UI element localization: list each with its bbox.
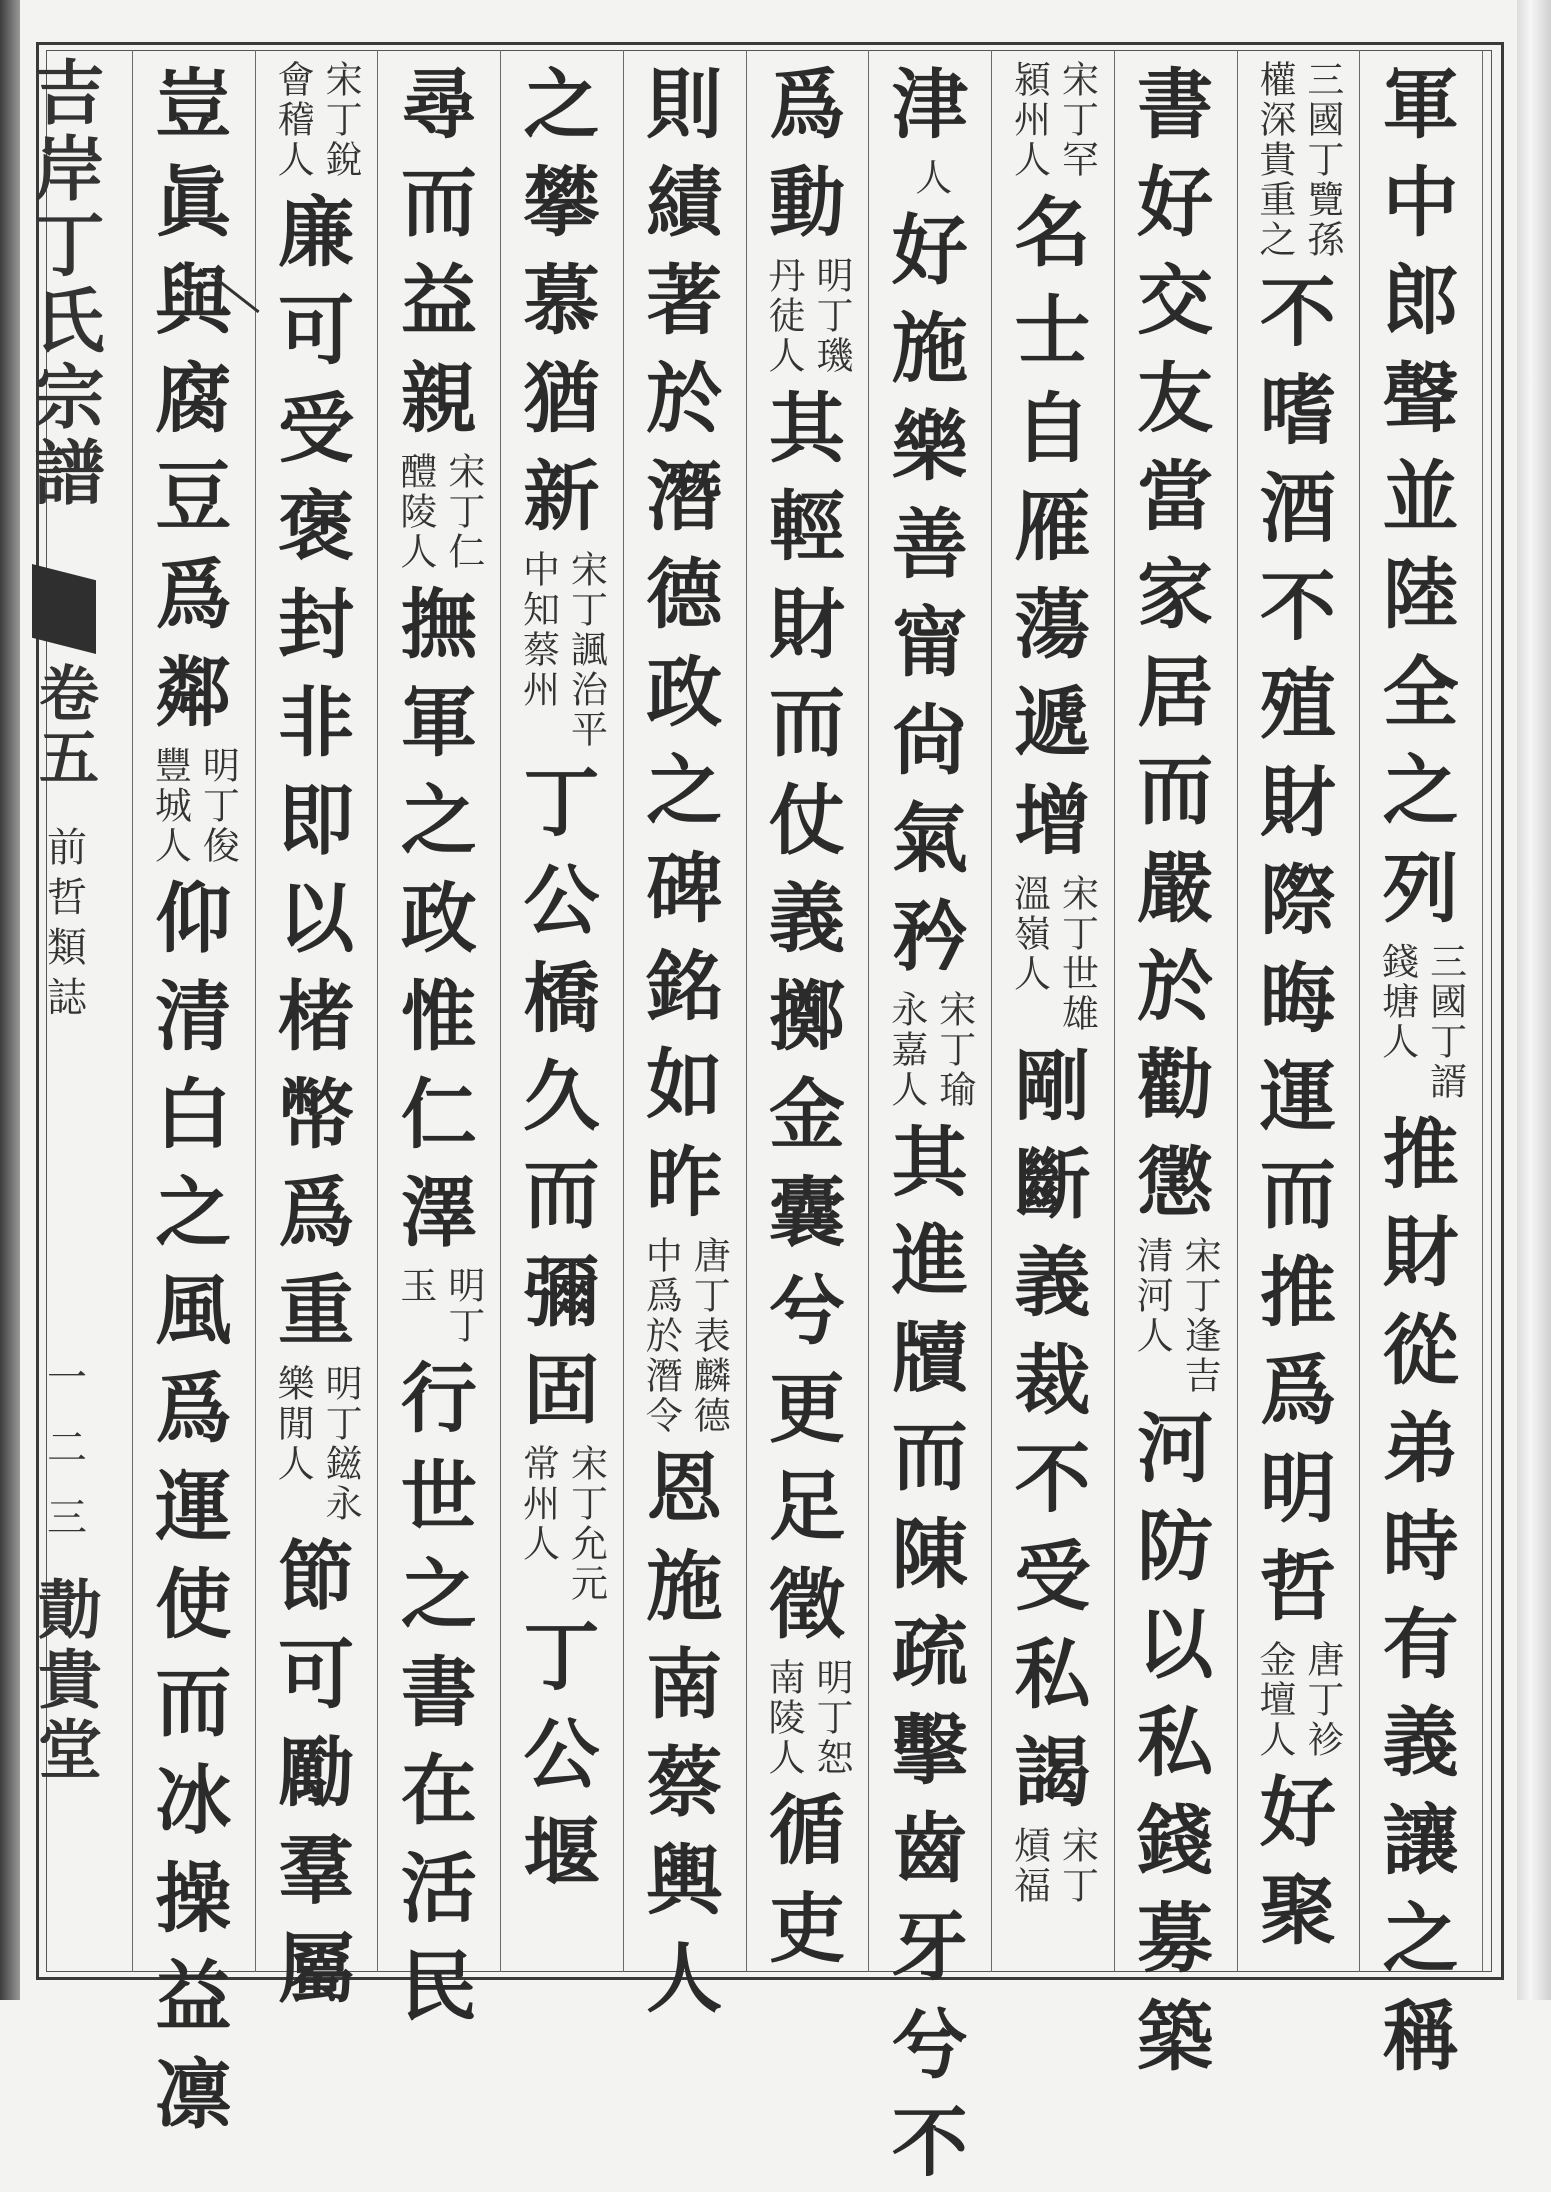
main-text-char: 之 <box>155 1168 232 1257</box>
annotation-note <box>1375 942 1467 1102</box>
main-text-char: 世 <box>400 1452 477 1541</box>
annotation-line: 清河人 <box>1130 1236 1174 1356</box>
main-text-char: 樂 <box>891 402 968 491</box>
main-text-char: 尙 <box>891 696 968 785</box>
main-text-char: 軍 <box>1382 60 1459 149</box>
main-text-char: 使 <box>155 1560 232 1649</box>
main-text-char: 義 <box>769 874 845 963</box>
main-text-char: 澤 <box>400 1168 477 1257</box>
annotation-note <box>1129 1236 1221 1396</box>
main-text-char: 施 <box>891 304 968 393</box>
main-text-char: 牘 <box>891 1314 968 1403</box>
main-text-char: 可 <box>278 286 355 375</box>
main-text-char: 節 <box>278 1532 355 1621</box>
main-text-char: 而 <box>1259 1150 1336 1239</box>
main-text-char: 以 <box>1137 1600 1214 1689</box>
main-text-char: 有 <box>1382 1600 1459 1689</box>
main-text-char: 人 <box>646 1934 723 2023</box>
main-text-char: 其 <box>769 384 845 473</box>
main-text-char: 蔡 <box>646 1738 723 1827</box>
main-text-char: 民 <box>400 1942 477 2031</box>
main-text-char: 擊 <box>891 1706 968 1795</box>
main-text-char: 新 <box>523 452 600 541</box>
main-text-char: 錢 <box>1137 1796 1214 1885</box>
annotation-line: 溫嶺人 <box>1007 874 1051 994</box>
main-text-char: 慕 <box>523 256 600 345</box>
main-text-char: 猶 <box>523 354 600 443</box>
main-text-char: 之 <box>1382 746 1459 835</box>
main-text-char: 運 <box>1259 1052 1336 1141</box>
main-text-char: 剛 <box>1014 1042 1091 1131</box>
main-text-char: 蕩 <box>1014 580 1091 669</box>
main-text-char: 楮 <box>278 972 355 1061</box>
main-text-char: 白 <box>155 1070 232 1159</box>
main-text-char: 防 <box>1137 1502 1214 1591</box>
main-text-char: 重 <box>278 1266 355 1355</box>
main-text-char: 財 <box>1382 1208 1459 1297</box>
main-text-char: 爲 <box>1259 1346 1336 1435</box>
text-column <box>501 56 623 1966</box>
annotation-note <box>638 1236 730 1436</box>
annotation-note <box>270 60 362 180</box>
volume-label: 卷五 <box>29 662 99 790</box>
main-text-char: 嗜 <box>1259 366 1336 455</box>
annotation-line: 唐丁袗 <box>1300 1640 1344 1760</box>
main-text-char: 爲 <box>278 1168 355 1257</box>
genealogy-title: 吉岸丁氏宗譜 <box>23 56 106 512</box>
main-text-char: 而 <box>769 678 845 767</box>
main-text-char: 聚 <box>1259 1866 1336 1955</box>
main-text-char: 河 <box>1137 1404 1214 1493</box>
main-text-char: 之 <box>400 776 477 865</box>
main-text-char: 行 <box>400 1354 477 1443</box>
main-text-char: 書 <box>1137 60 1214 149</box>
main-text-char: 政 <box>400 874 477 963</box>
annotation-line: 宋丁諷治平 <box>564 550 608 750</box>
annotation-line: 明丁璣 <box>810 256 853 376</box>
main-text-char: 推 <box>1382 1110 1459 1199</box>
main-text-char: 勵 <box>278 1728 355 1817</box>
annotation-line: 熕福 <box>1007 1826 1051 1906</box>
main-text-char: 鄰 <box>155 648 232 737</box>
page-number: 一二三 <box>40 1356 87 1566</box>
main-text-char: 不 <box>1259 268 1336 357</box>
main-text-char: 好 <box>1137 158 1214 247</box>
main-text-char: 運 <box>155 1462 232 1551</box>
main-text-char: 仁 <box>400 1070 477 1159</box>
main-text-char: 不 <box>1014 1434 1091 1523</box>
main-text-char: 輿 <box>646 1836 723 1925</box>
annotation-line: 中知蔡州 <box>516 550 560 710</box>
main-text-char: 而 <box>155 1658 232 1747</box>
main-text-char: 政 <box>646 648 723 737</box>
text-column <box>869 56 991 2187</box>
text-column <box>1237 56 1359 1966</box>
main-text-char: 腐 <box>155 354 232 443</box>
main-text-char: 仗 <box>769 776 845 865</box>
main-text-char: 友 <box>1137 354 1214 443</box>
main-text-char: 疏 <box>891 1608 968 1697</box>
main-text-char: 募 <box>1137 1894 1214 1983</box>
main-text-char: 活 <box>400 1844 477 1933</box>
main-text-char: 而 <box>400 158 477 247</box>
annotation-note <box>761 1658 853 1778</box>
main-text-char: 固 <box>523 1346 600 1435</box>
main-text-char: 豆 <box>155 452 232 541</box>
main-text-char: 際 <box>1259 856 1336 945</box>
annotation-note <box>1006 1826 1098 1906</box>
main-text-char: 陳 <box>891 1510 968 1599</box>
main-text-char: 清 <box>155 972 232 1061</box>
main-text-char: 聲 <box>1382 354 1459 443</box>
annotation-line: 會稽人 <box>271 60 315 180</box>
main-text-char: 好 <box>891 206 968 295</box>
main-text-char: 封 <box>278 580 355 669</box>
main-text-char: 褒 <box>278 482 355 571</box>
main-text-char: 弟 <box>1382 1404 1459 1493</box>
main-text-char: 惟 <box>400 972 477 1061</box>
main-text-char: 擲 <box>769 972 845 1061</box>
annotation-line: 唐丁表麟德 <box>687 1236 731 1436</box>
main-text-char: 津 <box>891 60 968 149</box>
main-text-char: 兮 <box>891 2000 968 2089</box>
main-text-char: 稱 <box>1382 1992 1459 2081</box>
main-text-char: 堰 <box>523 1808 600 1897</box>
text-column <box>1360 56 1482 2081</box>
main-text-char: 更 <box>769 1364 845 1453</box>
fishtail-mark-icon <box>32 564 96 654</box>
main-text-char: 丁 <box>523 1612 600 1701</box>
annotation-line: 人 <box>908 158 952 198</box>
main-text-char: 進 <box>891 1216 968 1305</box>
main-text-char: 德 <box>646 550 723 639</box>
annotation-line: 明丁 <box>441 1266 485 1346</box>
main-text-char: 爲 <box>155 1364 232 1453</box>
main-text-char: 時 <box>1382 1502 1459 1591</box>
column-divider <box>1482 50 1483 1972</box>
main-text-char: 則 <box>646 60 723 149</box>
main-text-char: 非 <box>278 678 355 767</box>
main-text-char: 金 <box>769 1070 845 1159</box>
main-text-char: 豈 <box>155 60 232 149</box>
main-text-char: 酒 <box>1259 464 1336 553</box>
scan-edge-right <box>1517 0 1551 2000</box>
annotation-line: 明丁鎡永 <box>319 1364 363 1524</box>
main-text-char: 義 <box>1382 1698 1459 1787</box>
main-text-char: 撫 <box>400 580 477 669</box>
annotation-note <box>1252 1640 1344 1760</box>
annotation-line: 潁州人 <box>1007 60 1051 180</box>
text-column <box>255 56 377 2013</box>
annotation-line: 三國丁諝 <box>1423 942 1467 1102</box>
annotation-line: 宋丁銳 <box>319 60 363 180</box>
annotation-line: 永嘉人 <box>884 990 928 1110</box>
main-text-char: 之 <box>1382 1894 1459 1983</box>
annotation-note <box>516 550 608 750</box>
main-text-char: 勸 <box>1137 1040 1214 1129</box>
main-text-char: 私 <box>1014 1630 1091 1719</box>
main-text-char: 善 <box>891 500 968 589</box>
main-text-char: 而 <box>1137 746 1214 835</box>
main-text-char: 廉 <box>278 188 355 277</box>
main-text-char: 其 <box>891 1118 968 1207</box>
main-text-char: 書 <box>400 1648 477 1737</box>
main-text-char: 謁 <box>1014 1728 1091 1817</box>
annotation-line: 宋丁仁 <box>441 452 485 572</box>
hall-name: 勣貴堂 <box>27 1576 102 1786</box>
main-text-char: 當 <box>1137 452 1214 541</box>
main-text-char: 羣 <box>278 1826 355 1915</box>
main-text-char: 益 <box>155 1952 232 2041</box>
annotation-line: 玉 <box>393 1266 437 1306</box>
main-text-char: 冰 <box>155 1756 232 1845</box>
main-text-char: 甯 <box>891 598 968 687</box>
main-text-char: 眞 <box>155 158 232 247</box>
main-text-char: 讓 <box>1382 1796 1459 1885</box>
annotation-line: 南陵人 <box>762 1658 805 1778</box>
main-text-char: 徵 <box>769 1560 845 1649</box>
main-text-char: 之 <box>400 1550 477 1639</box>
main-text-char: 銘 <box>646 942 723 1031</box>
annotation-line: 宋丁 <box>1055 1826 1099 1906</box>
main-text-char: 可 <box>278 1630 355 1719</box>
annotation-note <box>761 256 853 376</box>
main-text-char: 如 <box>646 1040 723 1129</box>
main-text-char: 居 <box>1137 648 1214 737</box>
main-text-char: 矜 <box>891 892 968 981</box>
main-text-char: 懲 <box>1137 1138 1214 1227</box>
annotation-line: 三國丁覽孫 <box>1300 60 1344 260</box>
main-text-char: 哲 <box>1259 1542 1336 1631</box>
annotation-line: 宋丁瑜 <box>932 990 976 1110</box>
annotation-line: 中爲於潛令 <box>639 1236 683 1436</box>
main-text-char: 受 <box>1014 1532 1091 1621</box>
main-text-char: 而 <box>891 1412 968 1501</box>
annotation-note <box>393 452 485 572</box>
main-text-char: 晦 <box>1259 954 1336 1043</box>
annotation-line: 宋丁允元 <box>564 1444 608 1604</box>
main-text-char: 凛 <box>155 2050 232 2139</box>
main-text-char: 尋 <box>400 60 477 149</box>
main-text-char: 而 <box>523 1150 600 1239</box>
main-text-char: 從 <box>1382 1306 1459 1395</box>
annotation-line: 常州人 <box>516 1444 560 1564</box>
annotation-note <box>1006 60 1098 180</box>
main-text-char: 不 <box>1259 562 1336 651</box>
main-text-char: 遞 <box>1014 678 1091 767</box>
annotation-note <box>270 1364 362 1524</box>
main-text-char: 不 <box>891 2098 968 2187</box>
main-text-char: 名 <box>1014 188 1091 277</box>
main-text-char: 自 <box>1014 384 1091 473</box>
main-text-char: 輕 <box>769 482 845 571</box>
main-text-char: 南 <box>646 1640 723 1729</box>
main-text-char: 於 <box>646 354 723 443</box>
main-text-char: 陸 <box>1382 550 1459 639</box>
main-text-char: 益 <box>400 256 477 345</box>
main-text-char: 績 <box>646 158 723 247</box>
text-column <box>1114 56 1236 2081</box>
main-text-char: 財 <box>1259 758 1336 847</box>
main-text-char: 恩 <box>646 1444 723 1533</box>
main-text-char: 在 <box>400 1746 477 1835</box>
main-text-char: 橋 <box>523 954 600 1043</box>
annotation-line: 豐城人 <box>148 746 192 866</box>
text-column <box>623 56 745 2023</box>
main-text-char: 動 <box>769 158 845 247</box>
main-text-char: 受 <box>278 384 355 473</box>
main-text-char: 之 <box>523 60 600 149</box>
annotation-note <box>1006 874 1098 1034</box>
text-column <box>132 56 254 2139</box>
main-text-char: 風 <box>155 1266 232 1355</box>
main-text-char: 昨 <box>646 1138 723 1227</box>
main-text-char: 裁 <box>1014 1336 1091 1425</box>
main-text-char: 義 <box>1014 1238 1091 1327</box>
main-text-char: 郎 <box>1382 256 1459 345</box>
annotation-line: 丹徒人 <box>762 256 805 376</box>
text-column <box>991 56 1113 1966</box>
main-text-char: 列 <box>1382 844 1459 933</box>
main-text-char: 久 <box>523 1052 600 1141</box>
main-text-char: 潛 <box>646 452 723 541</box>
main-text-char: 仰 <box>155 874 232 963</box>
annotation-note <box>884 990 976 1110</box>
main-text-char: 攀 <box>523 158 600 247</box>
main-text-char: 雁 <box>1014 482 1091 571</box>
main-text-char: 家 <box>1137 550 1214 639</box>
main-text-char: 齒 <box>891 1804 968 1893</box>
main-text-char: 囊 <box>769 1168 845 1257</box>
main-text-char: 著 <box>646 256 723 345</box>
annotation-note <box>908 158 952 198</box>
main-text-char: 爲 <box>769 60 845 149</box>
annotation-line: 錢塘人 <box>1375 942 1419 1062</box>
main-text-char: 財 <box>769 580 845 669</box>
main-text-char: 施 <box>646 1542 723 1631</box>
main-text-char: 斷 <box>1014 1140 1091 1229</box>
main-text-char: 之 <box>646 746 723 835</box>
annotation-note <box>147 746 239 866</box>
main-text-char: 軍 <box>400 678 477 767</box>
category-label: 前哲類誌 <box>40 826 87 1026</box>
main-text-char: 屬 <box>278 1924 355 2013</box>
main-text-char: 嚴 <box>1137 844 1214 933</box>
main-text-char: 並 <box>1382 452 1459 541</box>
annotation-line: 宋丁罕 <box>1055 60 1099 180</box>
annotation-line: 宋丁世雄 <box>1055 874 1099 1034</box>
main-text-char: 殖 <box>1259 660 1336 749</box>
main-text-char: 牙 <box>891 1902 968 1991</box>
main-text-char: 增 <box>1014 776 1091 865</box>
main-text-char: 士 <box>1014 286 1091 375</box>
annotation-line: 醴陵人 <box>393 452 437 572</box>
main-text-char: 親 <box>400 354 477 443</box>
annotation-line: 金壇人 <box>1252 1640 1296 1760</box>
main-text-char: 築 <box>1137 1992 1214 2081</box>
annotation-line: 權深貴重之 <box>1252 60 1296 260</box>
margin-strip <box>14 56 114 1966</box>
main-text-char: 推 <box>1259 1248 1336 1337</box>
main-text-char: 彌 <box>523 1248 600 1337</box>
annotation-line: 樂閒人 <box>271 1364 315 1484</box>
main-text-char: 私 <box>1137 1698 1214 1787</box>
main-text-char: 足 <box>769 1462 845 1551</box>
main-text-char: 明 <box>1259 1444 1336 1533</box>
annotation-note <box>393 1266 485 1346</box>
main-text-char: 中 <box>1382 158 1459 247</box>
main-text-char: 公 <box>523 1710 600 1799</box>
main-text-char: 交 <box>1137 256 1214 345</box>
main-text-char: 吏 <box>769 1884 845 1973</box>
main-text-char: 以 <box>278 874 355 963</box>
main-text-char: 丁 <box>523 758 600 847</box>
annotation-line: 宋丁逢吉 <box>1178 1236 1222 1396</box>
annotation-line: 明丁俊 <box>196 746 240 866</box>
main-text-char: 兮 <box>769 1266 845 1355</box>
main-text-char: 於 <box>1137 942 1214 1031</box>
main-text-char: 幣 <box>278 1070 355 1159</box>
main-text-char: 與 <box>155 256 232 345</box>
text-column <box>746 56 868 1973</box>
main-text-char: 好 <box>1259 1768 1336 1857</box>
main-text-char: 全 <box>1382 648 1459 737</box>
main-text-char: 操 <box>155 1854 232 1943</box>
annotation-note <box>516 1444 608 1604</box>
annotation-note <box>1252 60 1344 260</box>
main-text-char: 循 <box>769 1786 845 1875</box>
main-text-char: 氣 <box>891 794 968 883</box>
main-text-char: 爲 <box>155 550 232 639</box>
annotation-line: 明丁恕 <box>810 1658 853 1778</box>
main-text-char: 碑 <box>646 844 723 933</box>
main-text-char: 即 <box>278 776 355 865</box>
main-text-char: 公 <box>523 856 600 945</box>
text-column <box>378 56 500 2031</box>
